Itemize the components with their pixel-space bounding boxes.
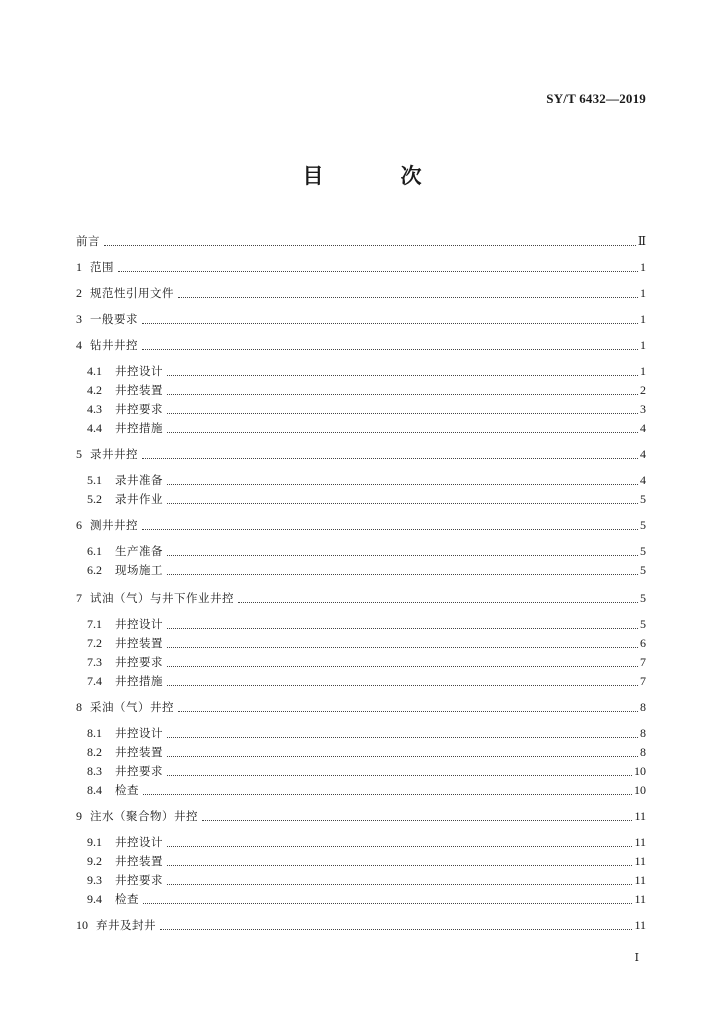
toc-entry-title: 录井准备 — [115, 473, 163, 487]
toc-entry-page: 11 — [634, 892, 646, 906]
toc-subentry[interactable] — [87, 744, 646, 760]
toc-entry-title: 范围 — [90, 260, 114, 274]
toc-entry-page: 1 — [640, 364, 646, 378]
toc-entry-page: 1 — [640, 286, 646, 300]
toc-entry-number: 1 — [76, 260, 82, 274]
toc-leader-dots — [167, 737, 638, 738]
toc-entry-page: 5 — [640, 544, 646, 558]
toc-entry[interactable] — [76, 808, 646, 824]
toc-leader-dots — [167, 647, 638, 648]
toc-entry-page: 11 — [634, 873, 646, 887]
toc-entry-page: 8 — [640, 726, 646, 740]
toc-entry-number: 8.2 — [87, 745, 102, 759]
toc-entry-title: 现场施工 — [115, 563, 163, 577]
toc-leader-dots — [167, 375, 638, 376]
toc-entry-number: 5.2 — [87, 492, 102, 506]
toc-subentry[interactable] — [87, 616, 646, 632]
toc-entry-title: 检查 — [115, 783, 139, 797]
toc-leader-dots — [167, 685, 638, 686]
toc-subentry[interactable] — [87, 834, 646, 850]
toc-subentry[interactable] — [87, 635, 646, 651]
toc-entry-page: 5 — [640, 617, 646, 631]
toc-entry-page: 11 — [634, 809, 646, 823]
toc-leader-dots — [167, 756, 638, 757]
toc-subentry[interactable] — [87, 562, 646, 578]
toc-leader-dots — [143, 903, 632, 904]
toc-leader-dots — [167, 394, 638, 395]
toc-entry[interactable] — [76, 337, 646, 353]
toc-entry-number: 9.3 — [87, 873, 102, 887]
toc-entry-number: 7.1 — [87, 617, 102, 631]
toc-entry-title: 井控装置 — [115, 383, 163, 397]
toc-entry-title: 井控要求 — [115, 655, 163, 669]
toc-subentry[interactable] — [87, 891, 646, 907]
toc-entry-number: 7 — [76, 591, 82, 605]
toc-entry-page: 1 — [640, 260, 646, 274]
toc-entry-title: 试油（气）与井下作业井控 — [90, 591, 234, 605]
toc-entry-page: 6 — [640, 636, 646, 650]
toc-leader-dots — [167, 865, 632, 866]
toc-entry-title: 录井作业 — [115, 492, 163, 506]
toc-subentry[interactable] — [87, 491, 646, 507]
toc-entry-page: 11 — [634, 835, 646, 849]
toc-subentry[interactable] — [87, 654, 646, 670]
toc-entry-title: 井控装置 — [115, 854, 163, 868]
toc-entry-page: 5 — [640, 492, 646, 506]
toc-entry-title: 测井井控 — [90, 518, 138, 532]
toc-entry[interactable] — [76, 590, 646, 606]
toc-entry-title: 井控要求 — [115, 764, 163, 778]
toc-leader-dots — [167, 775, 632, 776]
toc-entry-page: 8 — [640, 745, 646, 759]
toc-entry-page: Ⅱ — [637, 234, 646, 248]
toc-subentry[interactable] — [87, 853, 646, 869]
toc-entry-title: 录井井控 — [90, 447, 138, 461]
toc-entry-page: 2 — [640, 383, 646, 397]
toc-entry-number: 7.4 — [87, 674, 102, 688]
toc-entry-number: 4.2 — [87, 383, 102, 397]
toc-entry-title: 一般要求 — [90, 312, 138, 326]
toc-leader-dots — [167, 484, 638, 485]
toc-entry[interactable] — [76, 699, 646, 715]
toc-leader-dots — [167, 503, 638, 504]
toc-entry-title: 检查 — [115, 892, 139, 906]
toc-entry[interactable] — [76, 917, 646, 933]
toc-entry-page: 1 — [640, 312, 646, 326]
toc-entry[interactable] — [76, 259, 646, 275]
toc-subentry[interactable] — [87, 782, 646, 798]
toc-entry-title: 注水（聚合物）井控 — [90, 809, 198, 823]
toc-entry[interactable] — [76, 446, 646, 462]
toc-entry-number: 10 — [76, 918, 88, 932]
toc-entry-page: 4 — [640, 421, 646, 435]
toc-entry-number: 7.3 — [87, 655, 102, 669]
toc-entry-page: 5 — [640, 518, 646, 532]
toc-entry-page: 1 — [640, 338, 646, 352]
toc-entry-title: 井控设计 — [115, 364, 163, 378]
toc-entry-page: 7 — [640, 655, 646, 669]
toc-entry-title: 井控要求 — [115, 873, 163, 887]
toc-entry-number: 9.2 — [87, 854, 102, 868]
toc-entry-title: 规范性引用文件 — [90, 286, 174, 300]
toc-entry-title: 井控措施 — [115, 674, 163, 688]
toc-entry-page: 10 — [634, 764, 646, 778]
toc-entry-page: 11 — [634, 918, 646, 932]
toc-entry-page: 4 — [640, 447, 646, 461]
toc-entry[interactable] — [76, 311, 646, 327]
page-number: Ⅰ — [634, 952, 639, 964]
toc-subentry[interactable] — [87, 543, 646, 559]
toc-subentry[interactable] — [87, 420, 646, 436]
page-title: 目 次 — [302, 164, 450, 188]
toc-entry-title: 井控设计 — [115, 726, 163, 740]
toc-leader-dots — [167, 413, 638, 414]
toc-subentry[interactable] — [87, 382, 646, 398]
toc-entry[interactable] — [76, 285, 646, 301]
toc-entry-page: 11 — [634, 854, 646, 868]
toc-leader-dots — [178, 297, 638, 298]
toc-entry-number: 8.4 — [87, 783, 102, 797]
toc-subentry[interactable] — [87, 872, 646, 888]
toc-leader-dots — [167, 884, 632, 885]
toc-entry-title: 钻井井控 — [90, 338, 138, 352]
toc-entry-number: 9.4 — [87, 892, 102, 906]
toc-entry-title: 弃井及封井 — [96, 918, 156, 932]
toc-entry-number: 9.1 — [87, 835, 102, 849]
toc-entry-title: 前言 — [76, 234, 100, 248]
toc-leader-dots — [142, 323, 638, 324]
toc-leader-dots — [167, 628, 638, 629]
toc-entry-page: 4 — [640, 473, 646, 487]
toc-entry-title: 生产准备 — [115, 544, 163, 558]
toc-entry-number: 8.1 — [87, 726, 102, 740]
toc-subentry[interactable] — [87, 472, 646, 488]
toc-leader-dots — [142, 529, 638, 530]
toc-entry-number: 4.1 — [87, 364, 102, 378]
toc-entry-number: 5.1 — [87, 473, 102, 487]
toc-leader-dots — [118, 271, 638, 272]
toc-entry-number: 6.2 — [87, 563, 102, 577]
toc-entry-number: 5 — [76, 447, 82, 461]
toc-leader-dots — [142, 458, 638, 459]
toc-entry-number: 8.3 — [87, 764, 102, 778]
toc-leader-dots — [167, 574, 638, 575]
toc-entry-number: 8 — [76, 700, 82, 714]
toc-subentry[interactable] — [87, 363, 646, 379]
toc-leader-dots — [238, 602, 638, 603]
toc-entry-page: 8 — [640, 700, 646, 714]
toc-entry-number: 2 — [76, 286, 82, 300]
toc-entry[interactable] — [76, 517, 646, 533]
toc-entry-page: 7 — [640, 674, 646, 688]
toc-entry-title: 井控装置 — [115, 745, 163, 759]
toc-leader-dots — [178, 711, 638, 712]
toc-leader-dots — [167, 666, 638, 667]
toc-leader-dots — [167, 846, 632, 847]
toc-entry-number: 4.3 — [87, 402, 102, 416]
toc-entry-page: 3 — [640, 402, 646, 416]
toc-leader-dots — [167, 555, 638, 556]
toc-entry-number: 4 — [76, 338, 82, 352]
toc-entry-page: 10 — [634, 783, 646, 797]
toc-entry-title: 井控要求 — [115, 402, 163, 416]
toc-entry-title: 井控设计 — [115, 617, 163, 631]
toc-entry-title: 井控设计 — [115, 835, 163, 849]
toc-subentry[interactable] — [87, 725, 646, 741]
toc-entry[interactable] — [76, 233, 646, 249]
toc-entry-number: 4.4 — [87, 421, 102, 435]
toc-leader-dots — [202, 820, 632, 821]
toc-leader-dots — [160, 929, 632, 930]
toc-leader-dots — [143, 794, 632, 795]
toc-leader-dots — [167, 432, 638, 433]
toc-subentry[interactable] — [87, 401, 646, 417]
toc-entry-title: 井控装置 — [115, 636, 163, 650]
toc-entry-title: 采油（气）井控 — [90, 700, 174, 714]
toc-entry-number: 3 — [76, 312, 82, 326]
toc-entry-number: 6 — [76, 518, 82, 532]
toc-entry-number: 7.2 — [87, 636, 102, 650]
toc-entry-title: 井控措施 — [115, 421, 163, 435]
toc-leader-dots — [104, 245, 636, 246]
standard-code: SY/T 6432—2019 — [546, 91, 646, 106]
toc-entry-number: 9 — [76, 809, 82, 823]
toc-entry-page: 5 — [640, 591, 646, 605]
toc-entry-number: 6.1 — [87, 544, 102, 558]
toc-leader-dots — [142, 349, 638, 350]
toc-subentry[interactable] — [87, 763, 646, 779]
toc-subentry[interactable] — [87, 673, 646, 689]
toc-entry-page: 5 — [640, 563, 646, 577]
